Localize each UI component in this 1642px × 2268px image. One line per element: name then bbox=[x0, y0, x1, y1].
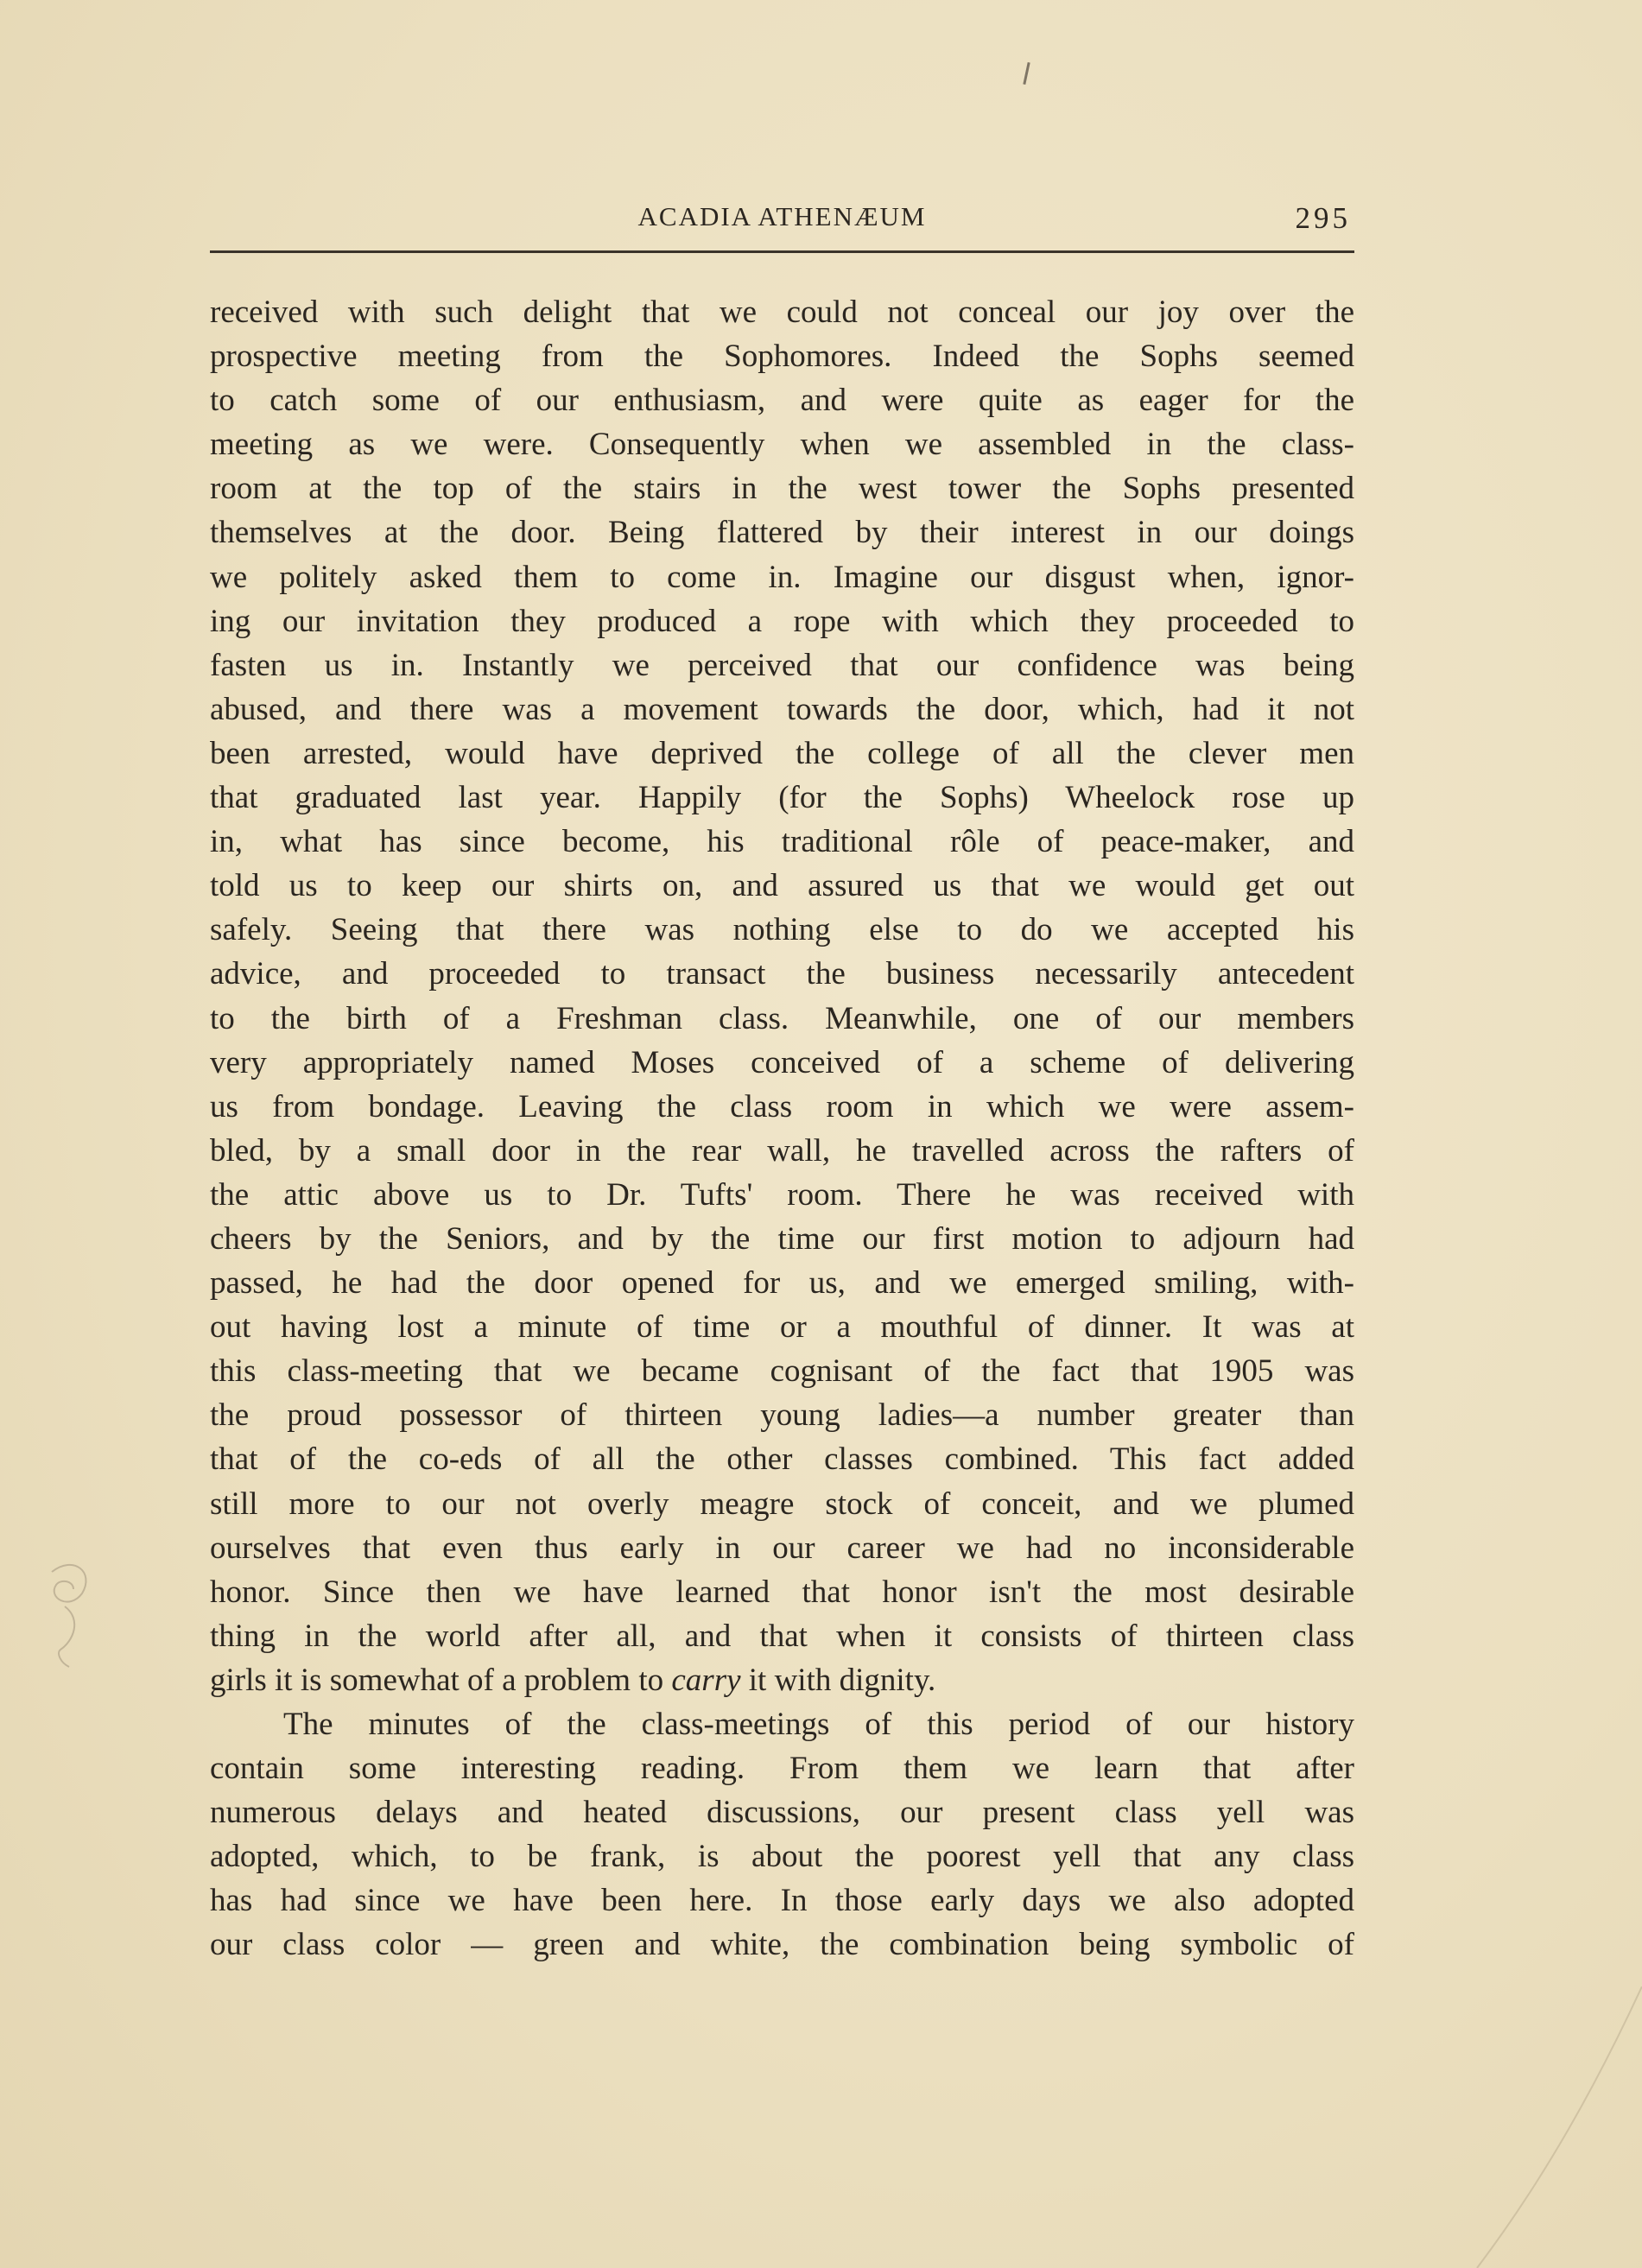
text-line: adopted, which, to be frank, is about the poorest yell that any class bbox=[210, 1839, 1354, 1875]
text-line: advice, and proceeded to transact the business necessarily antecedent bbox=[210, 956, 1354, 992]
text-line: still more to our not overly meagre stock of conceit, and we plumed bbox=[210, 1486, 1354, 1522]
text-run: it with dignity. bbox=[740, 1662, 936, 1698]
text-run: girls it is somewhat of a problem to bbox=[210, 1662, 672, 1698]
text-line: to catch some of our enthusiasm, and were quite as eager for the bbox=[210, 383, 1354, 419]
text-line: room at the top of the stairs in the west tower the Sophs presented bbox=[210, 471, 1354, 507]
body-text bbox=[210, 290, 1354, 1967]
text-line: us from bondage. Leaving the class room in which we were assem- bbox=[210, 1088, 1354, 1124]
page-header bbox=[210, 201, 1354, 236]
text-line: has had since we have been here. In those early days we also adopted bbox=[210, 1883, 1354, 1919]
text-line: that of the co-eds of all the other classes combined. This fact added bbox=[210, 1441, 1354, 1478]
running-title: ACADIA ATHENÆUM bbox=[637, 201, 927, 231]
text-line: that graduated last year. Happily (for the Sophs) Wheelock rose up bbox=[210, 780, 1354, 816]
text-line: themselves at the door. Being flattered by their interest in our doings bbox=[210, 515, 1354, 551]
paragraph-end-line bbox=[210, 1658, 1354, 1702]
page-number: 295 bbox=[1295, 201, 1351, 235]
text-line: told us to keep our shirts on, and assured us that we would get out bbox=[210, 868, 1354, 904]
margin-doodle bbox=[35, 1555, 104, 1676]
text-line: the attic above us to Dr. Tufts' room. There he was received with bbox=[210, 1176, 1354, 1213]
paragraph-first-line: The minutes of the class-meetings of this period of our history bbox=[283, 1707, 1354, 1742]
italic-word: carry bbox=[671, 1662, 741, 1698]
text-line: ourselves that even thus early in our career we had no inconsiderable bbox=[210, 1530, 1354, 1566]
text-line: very appropriately named Moses conceived of a scheme of delivering bbox=[210, 1044, 1354, 1080]
text-line: this class-meeting that we became cognisant of the fact that 1905 was bbox=[210, 1353, 1354, 1390]
header-rule bbox=[210, 250, 1354, 253]
text-line: cheers by the Seniors, and by the time our first motion to adjourn had bbox=[210, 1220, 1354, 1257]
text-line: numerous delays and heated discussions, our present class yell was bbox=[210, 1795, 1354, 1831]
text-line: to the birth of a Freshman class. Meanwhile, one of our members bbox=[210, 1000, 1354, 1036]
text-line: we politely asked them to come in. Imagine our disgust when, ignor- bbox=[210, 559, 1354, 595]
text-line: been arrested, would have deprived the college of all the clever men bbox=[210, 735, 1354, 771]
text-line: safely. Seeing that there was nothing else to do we accepted his bbox=[210, 912, 1354, 948]
text-line: passed, he had the door opened for us, and we emerged smiling, with- bbox=[210, 1265, 1354, 1302]
text-line: out having lost a minute of time or a mouthful of dinner. It was at bbox=[210, 1309, 1354, 1346]
text-line: our class color — green and white, the combination being symbolic of bbox=[210, 1927, 1354, 1963]
text-line: ing our invitation they produced a rope with which they proceeded to bbox=[210, 603, 1354, 639]
text-line: abused, and there was a movement towards the door, which, had it not bbox=[210, 691, 1354, 727]
text-line: meeting as we were. Consequently when we assembled in the class- bbox=[210, 427, 1354, 463]
text-line: honor. Since then we have learned that honor isn't the most desirable bbox=[210, 1574, 1354, 1610]
text-line: thing in the world after all, and that when it consists of thirteen class bbox=[210, 1618, 1354, 1654]
page-crease bbox=[1468, 1986, 1642, 2268]
text-line: fasten us in. Instantly we perceived that our confidence was being bbox=[210, 647, 1354, 683]
text-line: the proud possessor of thirteen young ladies—a number greater than bbox=[210, 1397, 1354, 1434]
pencil-mark bbox=[1023, 62, 1030, 85]
text-line: in, what has since become, his traditional rôle of peace-maker, and bbox=[210, 824, 1354, 860]
text-line: prospective meeting from the Sophomores. Indeed the Sophs seemed bbox=[210, 339, 1354, 375]
text-line: bled, by a small door in the rear wall, he travelled across the rafters of bbox=[210, 1132, 1354, 1169]
text-line: received with such delight that we could not conceal our joy over the bbox=[210, 295, 1354, 330]
text-line: contain some interesting reading. From them we learn that after bbox=[210, 1751, 1354, 1787]
